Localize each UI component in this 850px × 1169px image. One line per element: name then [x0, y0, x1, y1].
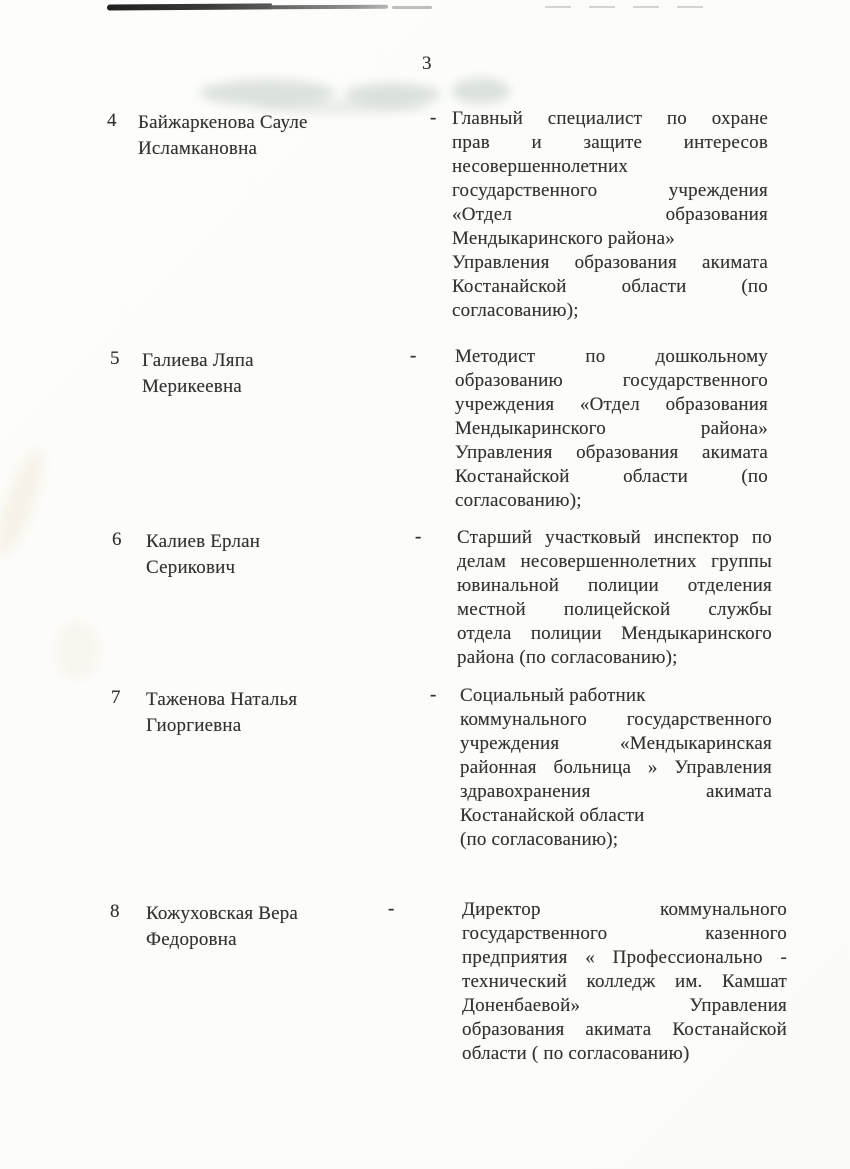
entry-name: [146, 901, 376, 953]
entry-description-line: учреждения «Отдел образования: [455, 394, 768, 415]
entry-name: [146, 687, 376, 739]
entry-description: [460, 684, 772, 852]
entry-description: [457, 526, 772, 670]
entry-description-line: Костанайской области (по: [455, 466, 768, 487]
margin-scan-mark: [55, 620, 100, 680]
entry-description-line: Старший участковый инспектор по: [457, 527, 772, 548]
entry-description-line: делам несовершеннолетних группы: [457, 551, 772, 572]
page-number: 3: [422, 53, 432, 74]
entry-separator-dash: -: [410, 345, 417, 366]
entry-number: 4: [107, 110, 117, 131]
entry-name-line: Галиева Ляпа: [142, 350, 254, 371]
entry-name: [138, 110, 368, 162]
entry-description-line: согласованию);: [455, 490, 582, 511]
entry-description-line: района (по согласованию);: [457, 647, 678, 668]
entry-description-line: предприятия « Профессионально -: [462, 947, 787, 968]
entry-name-line: Кожуховская Вера: [146, 903, 299, 924]
entry-name-line: Серикович: [146, 557, 236, 578]
scan-streak-fade: [270, 5, 388, 10]
entry-description-line: (по согласованию);: [460, 829, 619, 850]
entry-description-line: Доненбаевой» Управления: [462, 995, 787, 1016]
entry-separator-dash: -: [388, 898, 395, 919]
entry-description-line: Мендыкаринского района»: [452, 228, 675, 249]
bleedthrough-smudge: [452, 78, 510, 104]
entry-description-line: согласованию);: [452, 300, 579, 321]
entry-name: [146, 529, 376, 581]
entry-separator-dash: -: [415, 526, 422, 547]
entry-description-line: Управления образования акимата: [452, 252, 768, 273]
entry-number: 8: [110, 901, 120, 922]
entry-description-line: прав и защите интересов: [452, 132, 768, 153]
entry-description-line: местной полицейской службы: [457, 599, 772, 620]
entry-description-line: отдела полиции Мендыкаринского: [457, 623, 772, 644]
entry-description-line: области ( по согласованию): [462, 1043, 690, 1064]
scan-streak-dark: [107, 3, 272, 10]
entry-number: 5: [110, 348, 120, 369]
entry-description-line: коммунального государственного: [460, 709, 772, 730]
entry-name-line: Мерикеевна: [142, 376, 242, 397]
entry-name-line: Калиев Ерлан: [146, 531, 261, 552]
scan-streak-specks: [545, 6, 705, 8]
margin-scan-mark: [0, 444, 53, 562]
entry-description-line: Мендыкаринского района»: [455, 418, 768, 439]
entry-name-line: Байжаркенова Сауле: [138, 112, 308, 133]
entry-description-line: Директор коммунального: [462, 899, 787, 920]
entry-description-line: образования акимата Костанайской: [462, 1019, 787, 1040]
entry-number: 7: [111, 687, 121, 708]
entry-description-line: Главный специалист по охране: [452, 108, 768, 129]
entry-description-line: образованию государственного: [455, 370, 768, 391]
entry-name-line: Федоровна: [146, 929, 237, 950]
entry-description-line: учреждения «Мендыкаринская: [460, 733, 772, 754]
entry-name-line: Таженова Наталья: [146, 689, 298, 710]
entry-name-line: Гиоргиевна: [146, 715, 242, 736]
entry-description-line: Методист по дошкольному: [455, 346, 768, 367]
entry-number: 6: [112, 529, 122, 550]
entry-description-line: Костанайской области (по: [452, 276, 768, 297]
entry-description-line: технический колледж им. Камшат: [462, 971, 787, 992]
entry-name: [142, 348, 372, 400]
entry-description-line: государственного казенного: [462, 923, 787, 944]
entry-description-line: здравохранения акимата: [460, 781, 772, 802]
entry-description: [455, 345, 768, 513]
entry-description-line: государственного учреждения: [452, 180, 768, 201]
entry-description-line: Костанайской области: [460, 805, 645, 826]
entry-description-line: «Отдел образования: [452, 204, 768, 225]
entry-description-line: Управления образования акимата: [455, 442, 768, 463]
entry-separator-dash: -: [430, 107, 437, 128]
entry-description-line: несовершеннолетних: [452, 156, 629, 177]
entry-description: [462, 898, 787, 1066]
entry-separator-dash: -: [430, 684, 437, 705]
entry-description: [452, 107, 768, 323]
entry-name-line: Исламкановна: [138, 138, 258, 159]
entry-description-line: районная больница » Управления: [460, 757, 772, 778]
entry-description-line: Социальный работник: [460, 685, 646, 706]
scan-streak-dash: [392, 6, 432, 9]
entry-description-line: ювинальной полиции отделения: [457, 575, 772, 596]
